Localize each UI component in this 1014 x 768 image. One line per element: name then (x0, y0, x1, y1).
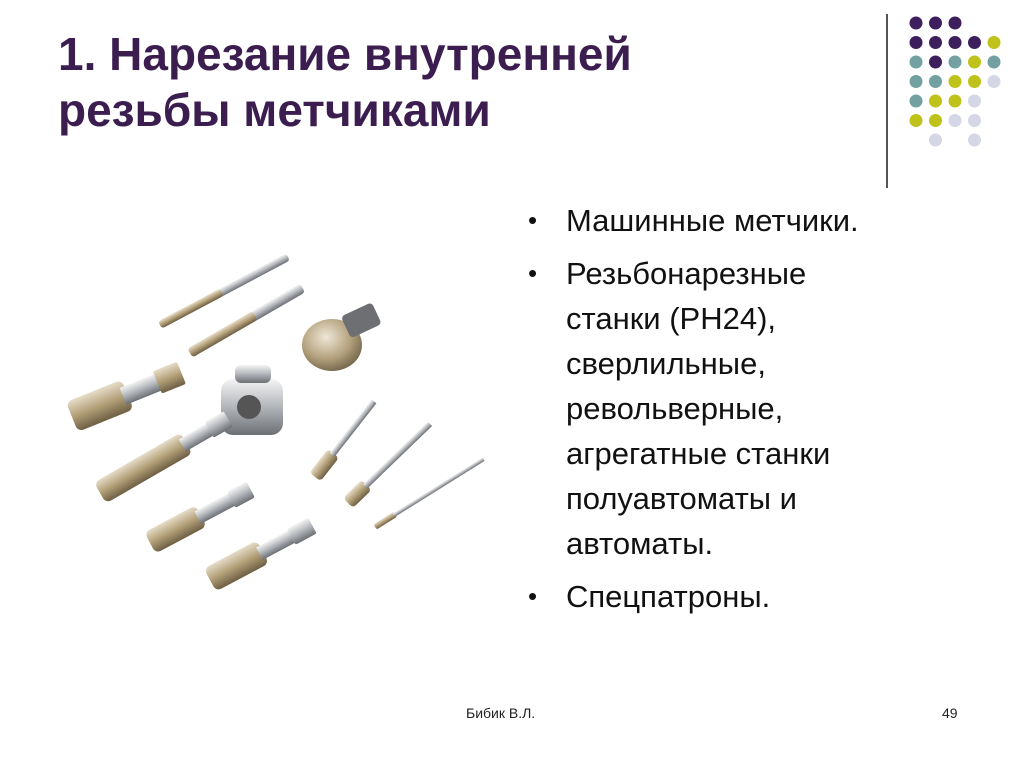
decor-dot (949, 95, 962, 108)
decor-dot (910, 36, 923, 49)
decor-dot (929, 36, 942, 49)
footer-author: Бибик В.Л. (466, 705, 536, 721)
decor-dot (949, 56, 962, 69)
small-tap-2 (343, 419, 435, 508)
bullet-text-line: станки (РН24), (566, 301, 777, 336)
footer-page-number: 49 (942, 705, 958, 721)
decor-dot (929, 134, 942, 147)
decor-dot (968, 56, 981, 69)
decor-dot (988, 36, 1001, 49)
small-tap-1 (309, 397, 379, 481)
bullet-text-line: агрегатные станки (566, 436, 831, 471)
decor-dot (988, 75, 1001, 88)
slide-title-line-1: 1. Нарезание внутренней (58, 28, 632, 80)
decor-dot (968, 95, 981, 108)
bullet-item (528, 198, 998, 243)
medium-tap-3 (204, 514, 319, 591)
decor-dot (929, 17, 942, 30)
decor-dot (949, 17, 962, 30)
thin-reamer-1 (158, 253, 290, 328)
bullet-list (528, 198, 998, 627)
cutter-head-1 (302, 302, 382, 371)
thin-tap-3 (373, 457, 485, 530)
decor-dot (929, 56, 942, 69)
slide-title-line-2: резьбы метчиками (58, 84, 491, 137)
decor-dot (949, 75, 962, 88)
decor-dot (910, 17, 923, 30)
bullet-text-line: Машинные метчики. (566, 203, 859, 238)
bullet-text-line: Спецпатроны. (566, 579, 771, 614)
decor-dot (968, 75, 981, 88)
taps-tools-illustration (50, 225, 500, 615)
bullet-marker: • (528, 581, 538, 611)
slide-title (58, 26, 858, 138)
decor-dot (910, 75, 923, 88)
bullet-text-line: сверлильные, (566, 346, 766, 381)
decor-dot (910, 56, 923, 69)
bullet-text-line: автоматы. (566, 526, 714, 561)
thin-reamer-2 (188, 284, 306, 358)
bullet-marker: • (528, 205, 538, 235)
decor-dot (968, 36, 981, 49)
decor-dot (949, 114, 962, 127)
decor-dot (910, 114, 923, 127)
bullet-marker: • (528, 258, 538, 288)
medium-tap-2 (144, 479, 256, 554)
decor-dot (910, 95, 923, 108)
bullet-item (528, 251, 998, 566)
bullet-text-line: полуавтоматы и (566, 481, 797, 516)
decor-dot (929, 75, 942, 88)
bullet-text-line: Резьбонарезные (566, 256, 807, 291)
decor-dot (949, 36, 962, 49)
title-divider-line (886, 14, 888, 188)
decor-dot (929, 95, 942, 108)
decor-dot (968, 134, 981, 147)
bullet-text-line: револьверные, (566, 391, 784, 426)
medium-tap-1 (94, 409, 234, 504)
bullet-item (528, 574, 998, 619)
decor-dot (968, 114, 981, 127)
large-tap-1 (66, 358, 187, 432)
decor-dot (988, 56, 1001, 69)
decor-dot (929, 114, 942, 127)
